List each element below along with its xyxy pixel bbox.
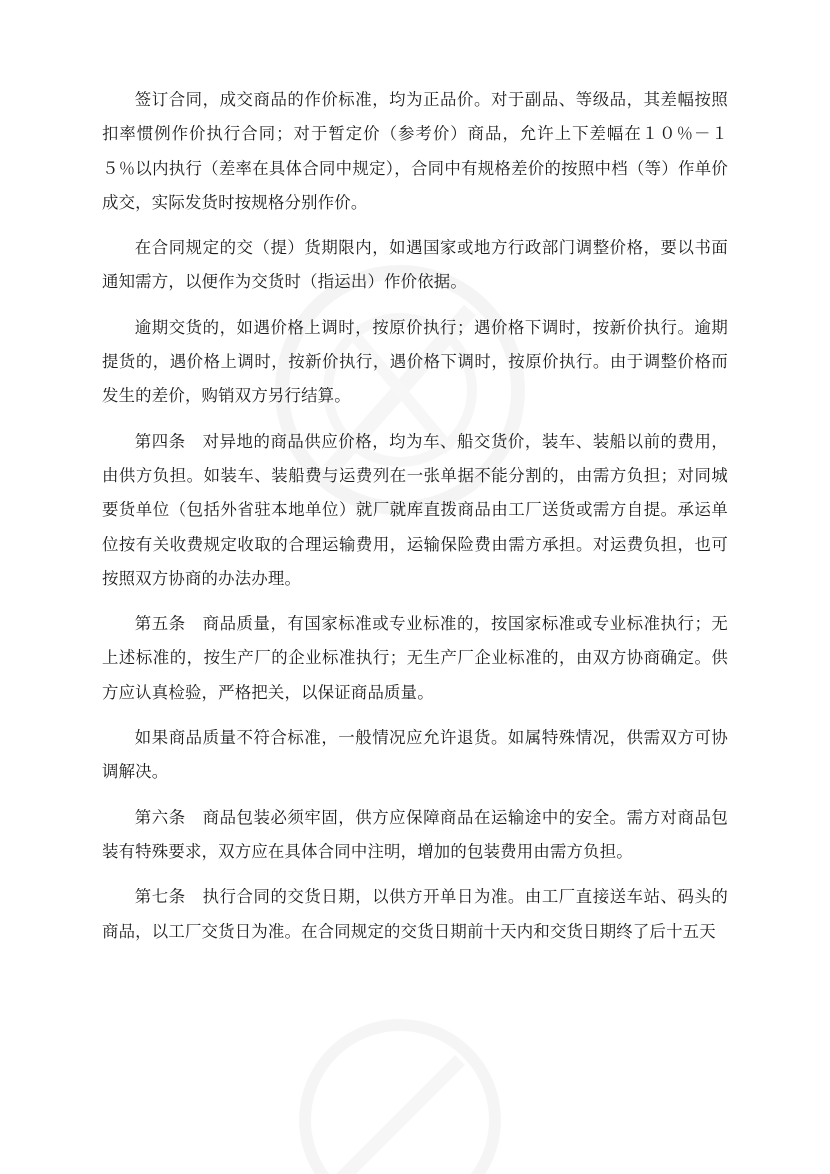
paragraph-overdue-delivery: 逾期交货的，如遇价格上调时，按原价执行；遇价格下调时，按新价执行。逾期提货的，遇价格上调时，按新价执行，遇价格下调时，按原价执行。由于调整价格而发生的差价，购销双方另行结算。 xyxy=(102,317,728,406)
paragraph-price-adjustment-notice: 在合同规定的交（提）货期限内，如遇国家或地方行政部门调整价格，要以书面通知需方，以便作为交货时（指运出）作价依据。 xyxy=(102,238,728,292)
paragraph-article-6: 第六条 商品包装必须牢固，供方应保障商品在运输途中的安全。需方对商品包装有特殊要求，双方应在具体合同中注明，增加的包装费用由需方负担。 xyxy=(102,807,728,861)
document-body xyxy=(102,83,728,960)
paragraph-article-4: 第四条 对异地的商品供应价格，均为车、船交货价，装车、装船以前的费用，由供方负担。如装车、装船费与运费列在一张单据不能分割的，由需方负担；对同城要货单位（包括外省驻本地单位）就厂就库直拨商品由工厂送货或需方自提。承运单位按有关收费规定收取的合理运输费用，运输保险费由需方承担。对运费负担，也可按照双方协商的办法办理。 xyxy=(102,431,728,588)
paragraph-article-5: 第五条 商品质量，有国家标准或专业标准的，按国家标准或专业标准执行；无上述标准的，按生产厂的企业标准执行；无生产厂企业标准的，由双方协商确定。供方应认真检验，严格把关，以保证商品质量。 xyxy=(102,614,728,702)
paragraph-pricing-standard: 签订合同，成交商品的作价标准，均为正品价。对于副品、等级品，其差幅按照扣率惯例作价执行合同；对于暂定价（参考价）商品，允许上下差幅在１０％－１５％以内执行（差率在具体合同中规定），合同中有规格差价的按照中档（等）作单价成交，实际发货时按规格分别作价。 xyxy=(102,90,728,212)
watermark-emblem-lower xyxy=(305,1025,495,1174)
paragraph-article-7: 第七条 执行合同的交货日期，以供方开单日为准。由工厂直接送车站、码头的商品，以工厂交货日为准。在合同规定的交货日期前十天内和交货日期终了后十五天 xyxy=(102,887,728,941)
paragraph-quality-return: 如果商品质量不符合标准，一般情况应允许退货。如属特殊情况，供需双方可协调解决。 xyxy=(102,728,728,782)
